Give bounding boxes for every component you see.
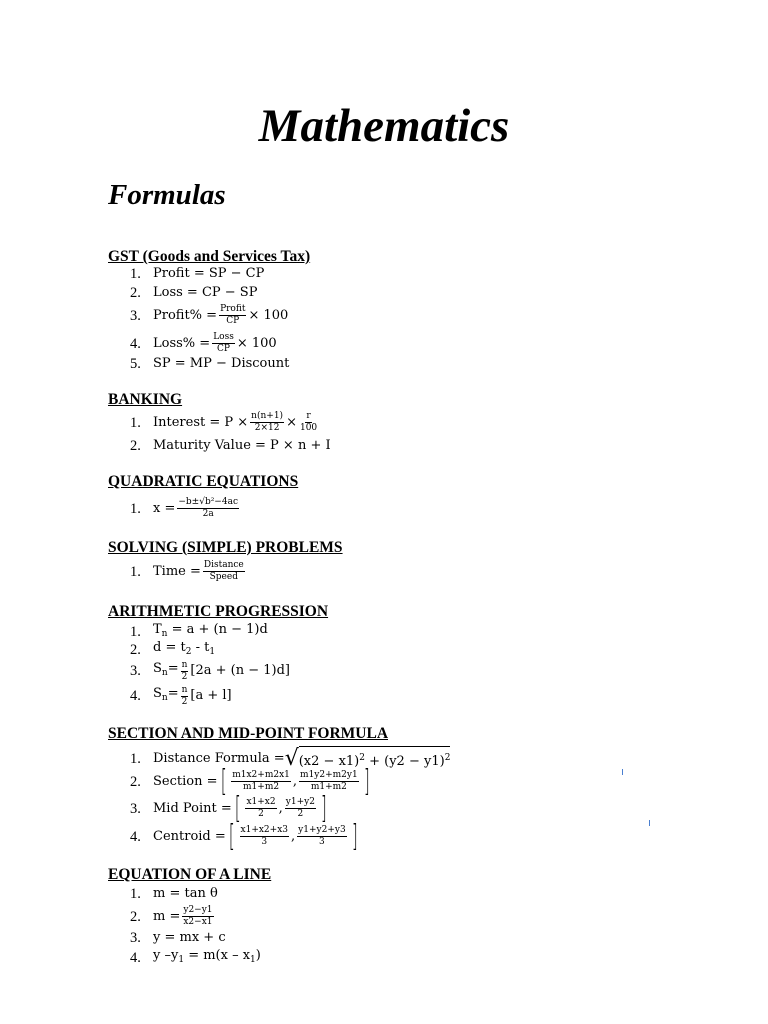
root-sign: √	[284, 746, 299, 771]
denominator: 2	[258, 809, 264, 819]
heading-solving: SOLVING (SIMPLE) PROBLEMS	[108, 539, 343, 556]
numerator: Profit	[220, 304, 246, 314]
list-item	[130, 560, 247, 583]
numerator: −b±√b²−4ac	[178, 497, 238, 507]
denominator: 100	[299, 423, 318, 433]
formula: $d = t_2 - t_1$	[153, 640, 216, 657]
item-number: 2.	[130, 285, 141, 301]
denominator: 3	[319, 837, 325, 847]
denominator: m1+m2	[243, 782, 280, 792]
list-item	[130, 283, 257, 303]
bracket-close: ]	[320, 790, 327, 826]
denominator: 2	[297, 809, 304, 819]
denominator: x2−x1	[183, 917, 213, 927]
formula-prefix: $S_n=$	[153, 686, 179, 703]
fraction	[177, 497, 239, 520]
formula: m = tan θ	[153, 886, 218, 901]
formula-prefix: x =	[153, 500, 176, 516]
operator: ×	[286, 414, 297, 430]
bracket-close: ]	[363, 763, 370, 799]
numerator: m1y2+m2y1	[300, 770, 358, 780]
fraction	[250, 411, 284, 434]
bracket-open: [	[234, 790, 241, 826]
item-number: 1.	[130, 414, 141, 431]
numerator: Loss	[213, 332, 234, 342]
bracket-open: [	[228, 818, 235, 854]
item-number: 4.	[130, 828, 141, 845]
item-number: 1.	[130, 624, 141, 640]
item-number: 3.	[130, 307, 141, 324]
denominator: 2	[181, 696, 188, 707]
heading-section: SECTION AND MID-POINT FORMULA	[108, 725, 389, 742]
numerator: n	[181, 659, 188, 670]
list-item	[130, 684, 232, 708]
item-number: 4.	[130, 950, 141, 966]
fraction	[219, 304, 246, 327]
fraction	[240, 825, 290, 848]
fraction	[182, 905, 213, 928]
numerator: n(n+1)	[251, 411, 284, 421]
cursor-mark	[649, 820, 650, 826]
list-item	[130, 497, 241, 520]
numerator: y1+y2+y3	[298, 825, 346, 835]
item-number: 2.	[130, 438, 141, 454]
formula-prefix: Loss% =	[153, 335, 211, 351]
formula-suffix: [a + l]	[190, 688, 232, 703]
list-item	[130, 411, 320, 434]
item-number: 3.	[130, 930, 141, 946]
formula: y $-y_1 = m(x - x_1)$	[153, 948, 261, 965]
fraction	[299, 411, 318, 434]
comma: ,	[291, 828, 296, 844]
formula-prefix: Interest = P ×	[153, 414, 249, 430]
formula-prefix: Section =	[153, 773, 218, 789]
item-number: 4.	[130, 688, 141, 704]
numerator: n	[181, 684, 188, 695]
item-number: 3.	[130, 800, 141, 817]
item-number: 1.	[130, 500, 141, 517]
list-item	[130, 746, 450, 772]
formula: Profit = SP − CP	[153, 266, 265, 281]
formula-suffix: × 100	[236, 335, 277, 351]
fraction	[181, 685, 189, 708]
item-number: 1.	[130, 751, 141, 767]
comma: ,	[278, 800, 283, 816]
heading-quadratic: QUADRATIC EQUATIONS	[108, 473, 299, 490]
denominator: 2	[181, 671, 188, 682]
fraction	[299, 770, 359, 793]
item-number: 1.	[130, 886, 141, 902]
formula-prefix: m =	[153, 908, 181, 924]
item-number: 2.	[130, 908, 141, 925]
item-number: 1.	[130, 266, 141, 282]
list-item	[130, 659, 290, 683]
denominator: CP	[217, 344, 230, 354]
cursor-mark	[622, 769, 623, 775]
numerator: y1+y2	[285, 797, 315, 807]
item-number: 3.	[130, 663, 141, 679]
fraction	[203, 560, 245, 583]
list-item	[130, 884, 218, 904]
item-number: 4.	[130, 335, 141, 352]
heading-line: EQUATION OF A LINE	[108, 866, 272, 883]
formula: Loss = CP − SP	[153, 285, 258, 300]
formula-prefix: Centroid =	[153, 828, 226, 844]
formula: y = mx + c	[153, 930, 226, 945]
denominator: Speed	[209, 572, 238, 582]
numerator: y2−y1	[183, 905, 213, 915]
formula-prefix: Profit% =	[153, 307, 218, 323]
numerator: r	[306, 411, 311, 421]
numerator: Distance	[203, 560, 244, 570]
denominator: m1+m2	[310, 782, 347, 792]
bracket-open: [	[220, 763, 227, 799]
heading-ap: ARITHMETIC PROGRESSION	[108, 603, 329, 620]
list-item	[130, 304, 288, 327]
formula-prefix: $S_n=$	[153, 661, 179, 678]
list-item	[130, 946, 261, 970]
item-number: 1.	[130, 563, 141, 580]
formula-prefix: Time =	[153, 563, 201, 579]
item-number: 2.	[130, 642, 141, 658]
formula: $T_n = a + (n - 1)d$	[153, 622, 268, 639]
formula: Maturity Value = P × n + I	[153, 438, 331, 453]
list-item	[130, 332, 277, 355]
list-item	[130, 818, 360, 854]
numerator: m1x2+m2x1	[232, 770, 290, 780]
bracket-close: ]	[351, 818, 358, 854]
denominator: 3	[261, 837, 268, 847]
denominator: 2a	[202, 509, 214, 519]
fraction	[181, 660, 189, 683]
fraction	[212, 332, 235, 355]
fraction	[285, 797, 316, 820]
formula-suffix: × 100	[248, 307, 289, 323]
fraction	[297, 825, 347, 848]
list-item	[130, 436, 331, 456]
list-item	[130, 905, 216, 928]
formula: SP = MP − Discount	[153, 356, 290, 371]
numerator: x1+x2+x3	[240, 825, 289, 835]
item-number: 2.	[130, 773, 141, 790]
denominator: CP	[226, 316, 240, 326]
list-item	[130, 354, 289, 374]
numerator: x1+x2	[246, 797, 276, 807]
list-item	[130, 264, 264, 284]
heading-banking: BANKING	[108, 391, 183, 408]
fraction	[245, 797, 276, 820]
item-number: 5.	[130, 356, 141, 372]
denominator: 2×12	[254, 423, 280, 433]
list-item	[130, 790, 330, 826]
comma: ,	[292, 773, 298, 789]
list-item	[130, 928, 226, 948]
formula-suffix: [2a + (n − 1)d]	[190, 663, 290, 678]
radicand: $(x2 - x1)^2 + (y2 - y1)^2$	[299, 746, 451, 772]
formula-prefix: Distance Formula =	[153, 751, 285, 766]
heading-gst: GST (Goods and Services Tax)	[108, 248, 311, 265]
list-item	[130, 763, 372, 799]
section-title: Formulas	[108, 179, 226, 211]
formula-prefix: Mid Point =	[153, 800, 232, 816]
page-title: Mathematics	[258, 100, 510, 152]
